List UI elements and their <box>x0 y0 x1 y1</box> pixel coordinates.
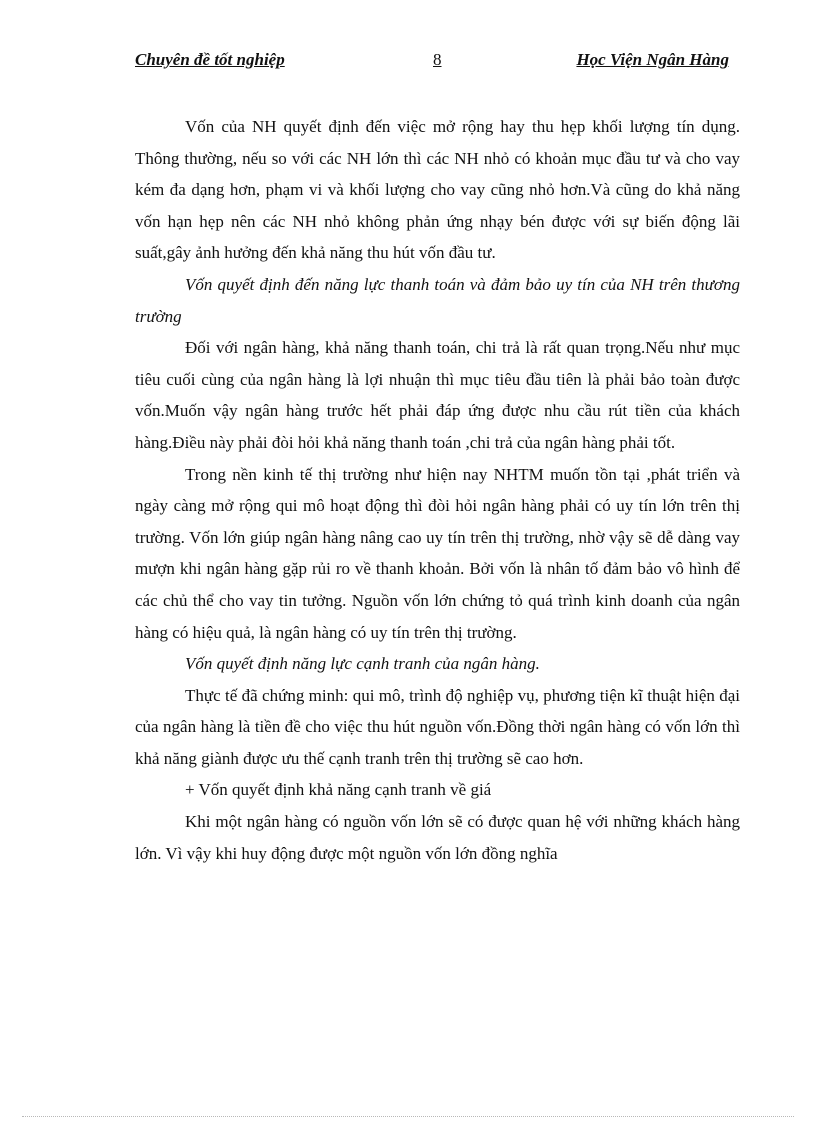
paragraph: Vốn của NH quyết định đến việc mở rộng hay thu hẹp khối lượng tín dụng. Thông thường, nếu so với các NH lớn thì các NH nhỏ có khoản mục đầu tư và cho vay kém đa dạng hơn, phạm vi và khối lượng cho vay cũng nhỏ hơn.Và cũng do khả năng vốn hạn hẹp nên các NH nhỏ không phản ứng nhạy bén được với sự biến động lãi suất,gây ảnh hưởng đến khả năng thu hút vốn đầu tư. <box>135 117 740 263</box>
bullet-line: + Vốn quyết định khả năng cạnh tranh về giá <box>185 780 492 800</box>
body-text <box>135 111 740 869</box>
page-number: 8 <box>433 50 442 69</box>
header-institution: Học Viện Ngân Hàng <box>576 50 729 69</box>
paragraph: Trong nền kinh tế thị trường như hiện nay NHTM muốn tồn tại ,phát triển và ngày càng mở rộng qui mô hoạt động thì đòi hỏi ngân hàng phải có uy tín lớn trên thị trường. Vốn lớn giúp ngân hàng nâng cao uy tín trên thị trường, nhờ vậy sẽ dễ dàng vay mượn khi ngân hàng gặp rủi ro về thanh khoản. Bởi vốn là nhân tố đảm bảo vô hình để các chủ thể cho vay tin tưởng. Nguồn vốn lớn chứng tỏ quá trình kinh doanh của ngân hàng có hiệu quả, là ngân hàng có uy tín trên thị trường. <box>135 464 740 642</box>
page-bottom-border <box>22 1116 794 1117</box>
italic-subheading: Vốn quyết định năng lực cạnh tranh của ngân hàng. <box>185 654 540 674</box>
paragraph: Khi một ngân hàng có nguồn vốn lớn sẽ có được quan hệ với những khách hàng lớn. Vì vậy khi huy động được một nguồn vốn lớn đồng nghĩa <box>135 812 740 863</box>
paragraph: Đối với ngân hàng, khả năng thanh toán, chi trả là rất quan trọng.Nếu như mục tiêu cuối cùng của ngân hàng là lợi nhuận thì mục tiêu đầu tiên là phải bảo toàn được vốn.Muốn vậy ngân hàng trước hết phải đáp ứng được nhu cầu rút tiền của khách hàng.Điều này phải đòi hỏi khả năng thanh toán ,chi trả của ngân hàng phải tốt. <box>135 338 740 452</box>
header-thesis-title: Chuyên đề tốt nghiệp <box>135 50 285 69</box>
page-header <box>135 46 741 74</box>
paragraph: Thực tế đã chứng minh: qui mô, trình độ nghiệp vụ, phương tiện kĩ thuật hiện đại của ngân hàng là tiền đề cho việc thu hút nguồn vốn.Đồng thời ngân hàng có vốn lớn thì khả năng giành được ưu thế cạnh tranh trên thị trường sẽ cao hơn. <box>135 685 740 768</box>
italic-subheading: Vốn quyết định đến năng lực thanh toán và đảm bảo uy tín của NH trên thương trường <box>135 274 740 326</box>
